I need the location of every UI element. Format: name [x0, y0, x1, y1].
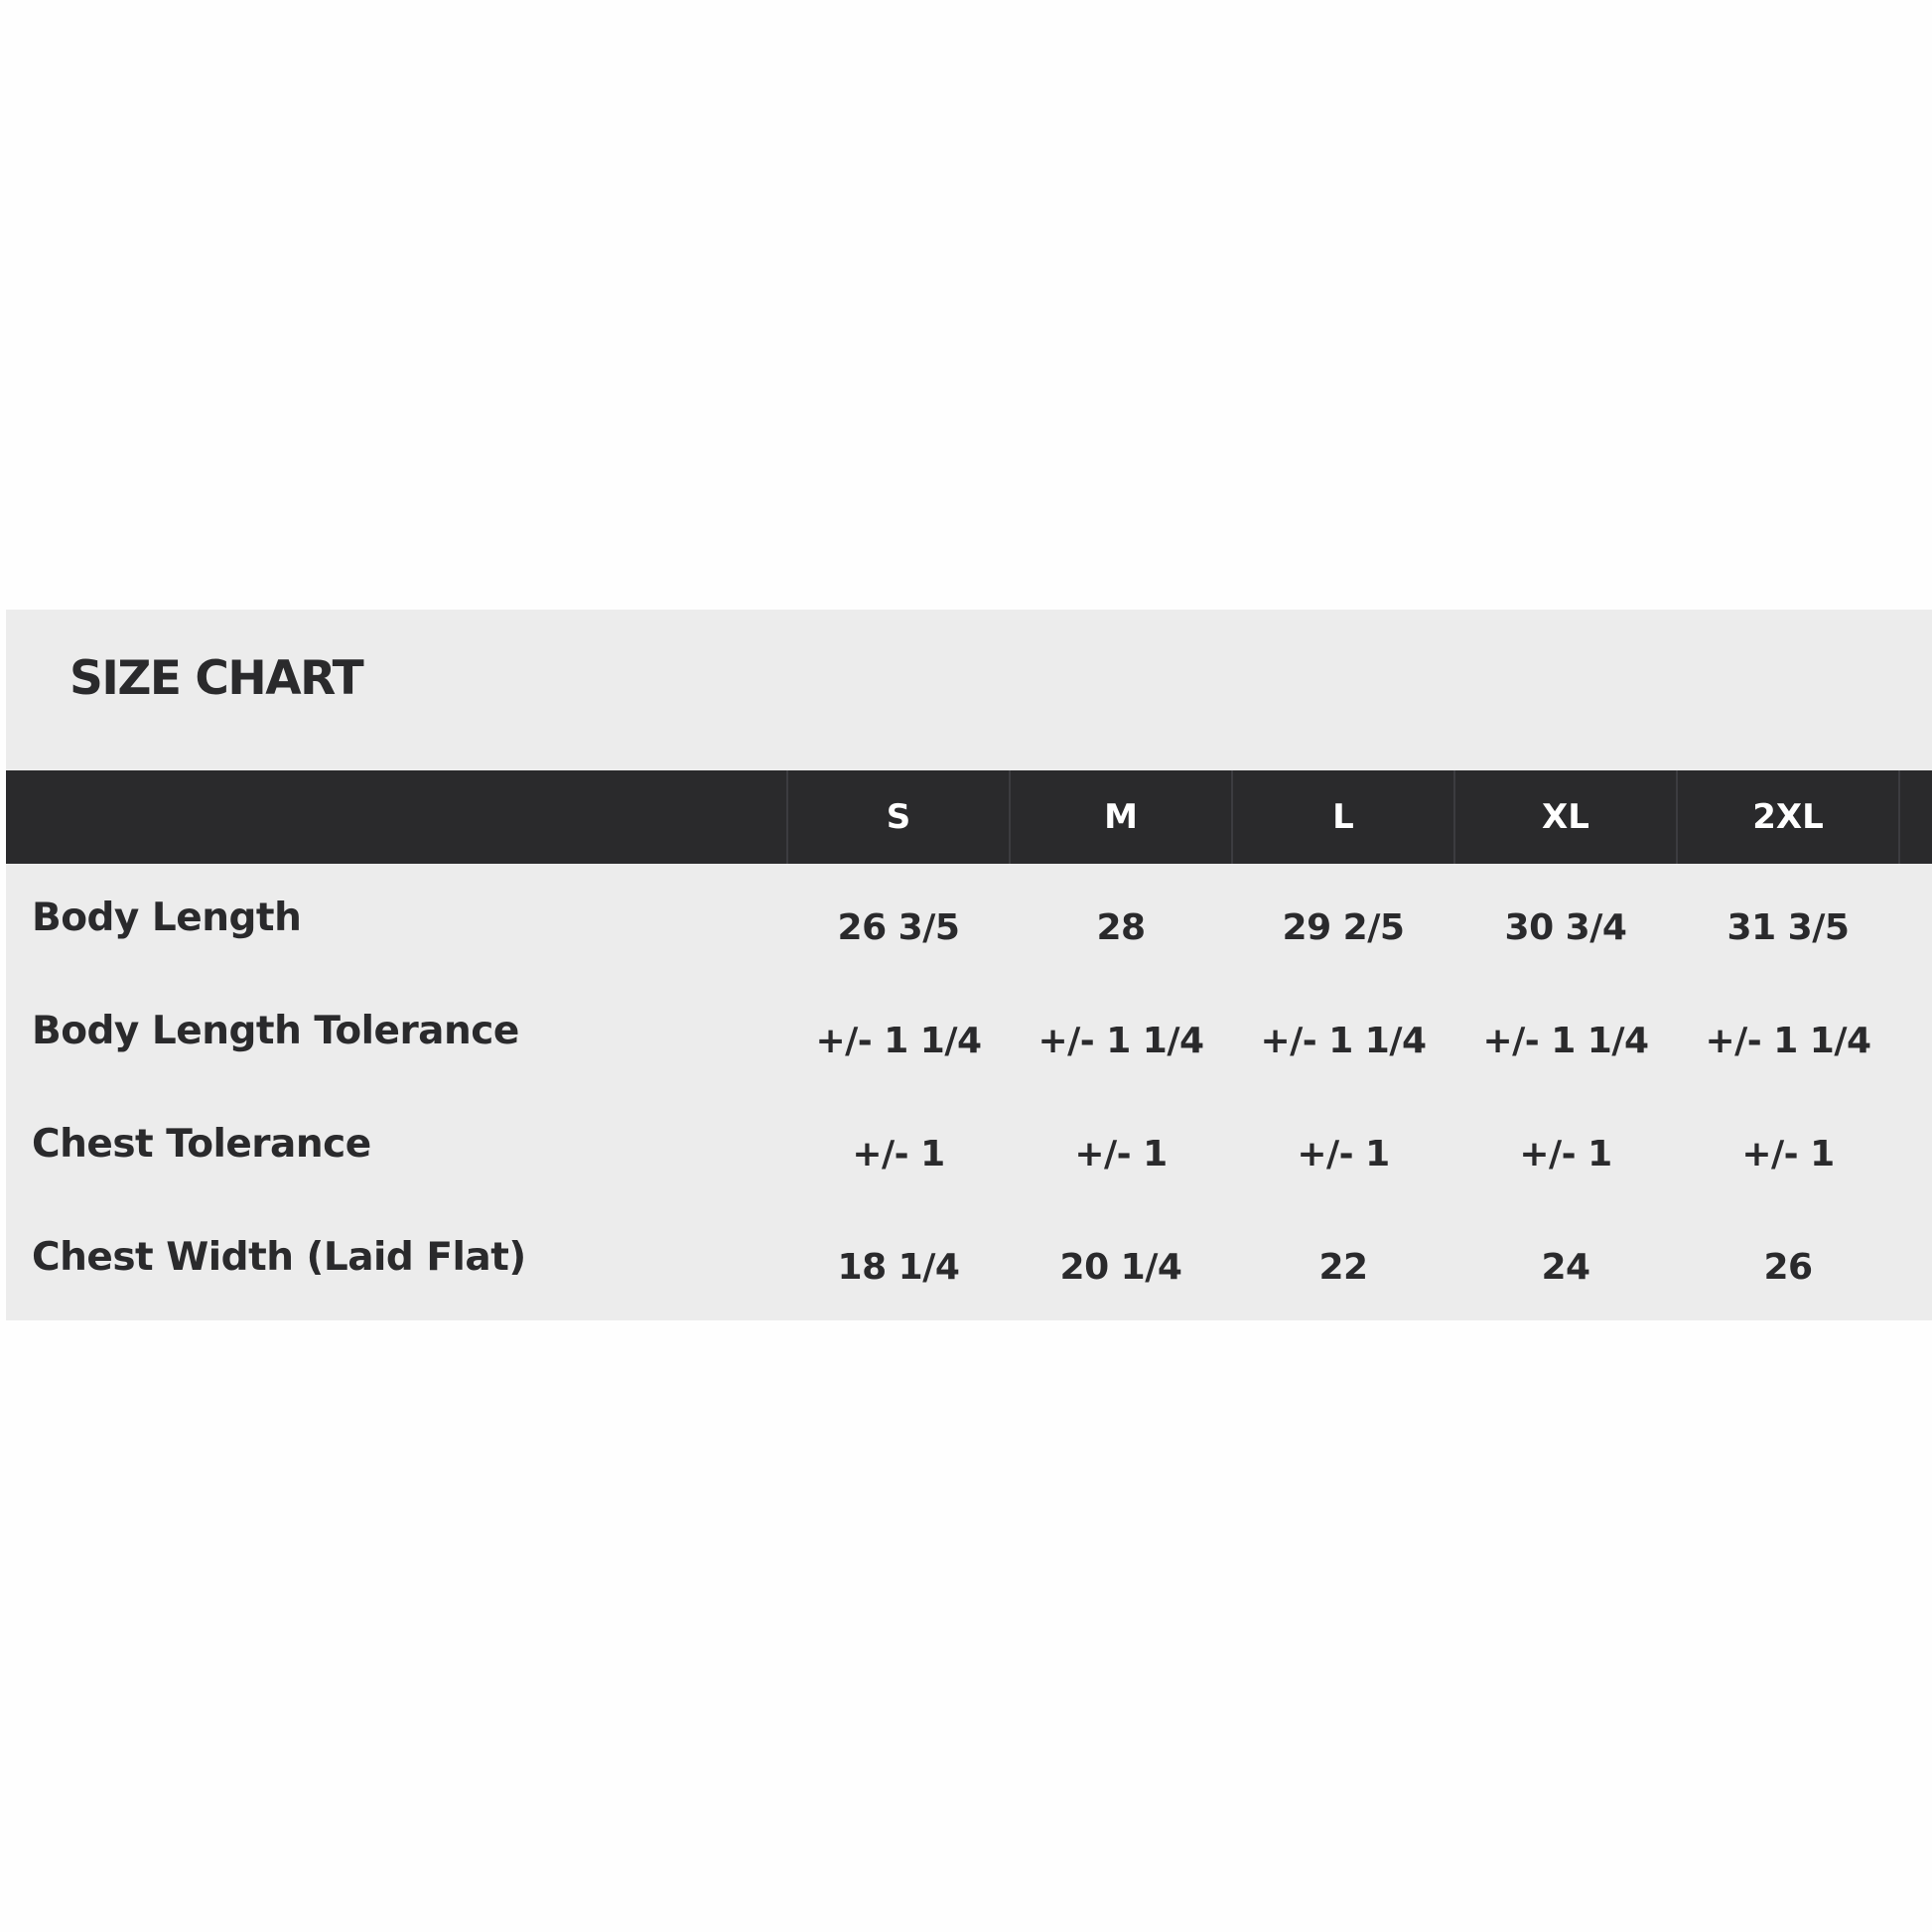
- table-cell: 30 3/4: [1504, 907, 1627, 948]
- header-divider: [1898, 770, 1900, 864]
- row-label-chest-width: Chest Width (Laid Flat): [32, 1235, 526, 1280]
- table-cell: 26: [1763, 1247, 1813, 1288]
- table-header: [6, 770, 1932, 864]
- table-cell: +/- 1: [1074, 1134, 1168, 1174]
- table-cell: +/- 1 1/4: [1260, 1021, 1427, 1061]
- row-label-body-length-tolerance: Body Length Tolerance: [32, 1009, 519, 1053]
- table-cell: +/- 1: [1741, 1134, 1835, 1174]
- table-cell: 28: [1096, 907, 1146, 948]
- size-header-s: S: [886, 797, 911, 837]
- table-cell: +/- 1: [1519, 1134, 1612, 1174]
- table-cell: 26 3/5: [837, 907, 960, 948]
- table-cell: +/- 1 1/4: [1037, 1021, 1204, 1061]
- size-header-m: M: [1104, 797, 1138, 837]
- table-cell: +/- 1: [1297, 1134, 1390, 1174]
- table-cell: 22: [1318, 1247, 1368, 1288]
- table-cell: 18 1/4: [837, 1247, 960, 1288]
- table-cell: 20 1/4: [1059, 1247, 1182, 1288]
- size-header-xl: XL: [1542, 797, 1589, 837]
- table-cell: 31 3/5: [1726, 907, 1850, 948]
- table-cell: 29 2/5: [1282, 907, 1405, 948]
- table-cell: +/- 1: [852, 1134, 945, 1174]
- size-header-2xl: 2XL: [1752, 797, 1824, 837]
- size-chart-title: SIZE CHART: [69, 651, 363, 706]
- table-cell: +/- 1 1/4: [1705, 1021, 1871, 1061]
- size-header-l: L: [1332, 797, 1354, 837]
- table-cell: +/- 1 1/4: [1482, 1021, 1649, 1061]
- table-cell: 24: [1541, 1247, 1590, 1288]
- table-cell: +/- 1 1/4: [815, 1021, 982, 1061]
- size-chart-panel: [6, 610, 1932, 1320]
- row-label-body-length: Body Length: [32, 896, 302, 940]
- row-label-chest-tolerance: Chest Tolerance: [32, 1122, 371, 1167]
